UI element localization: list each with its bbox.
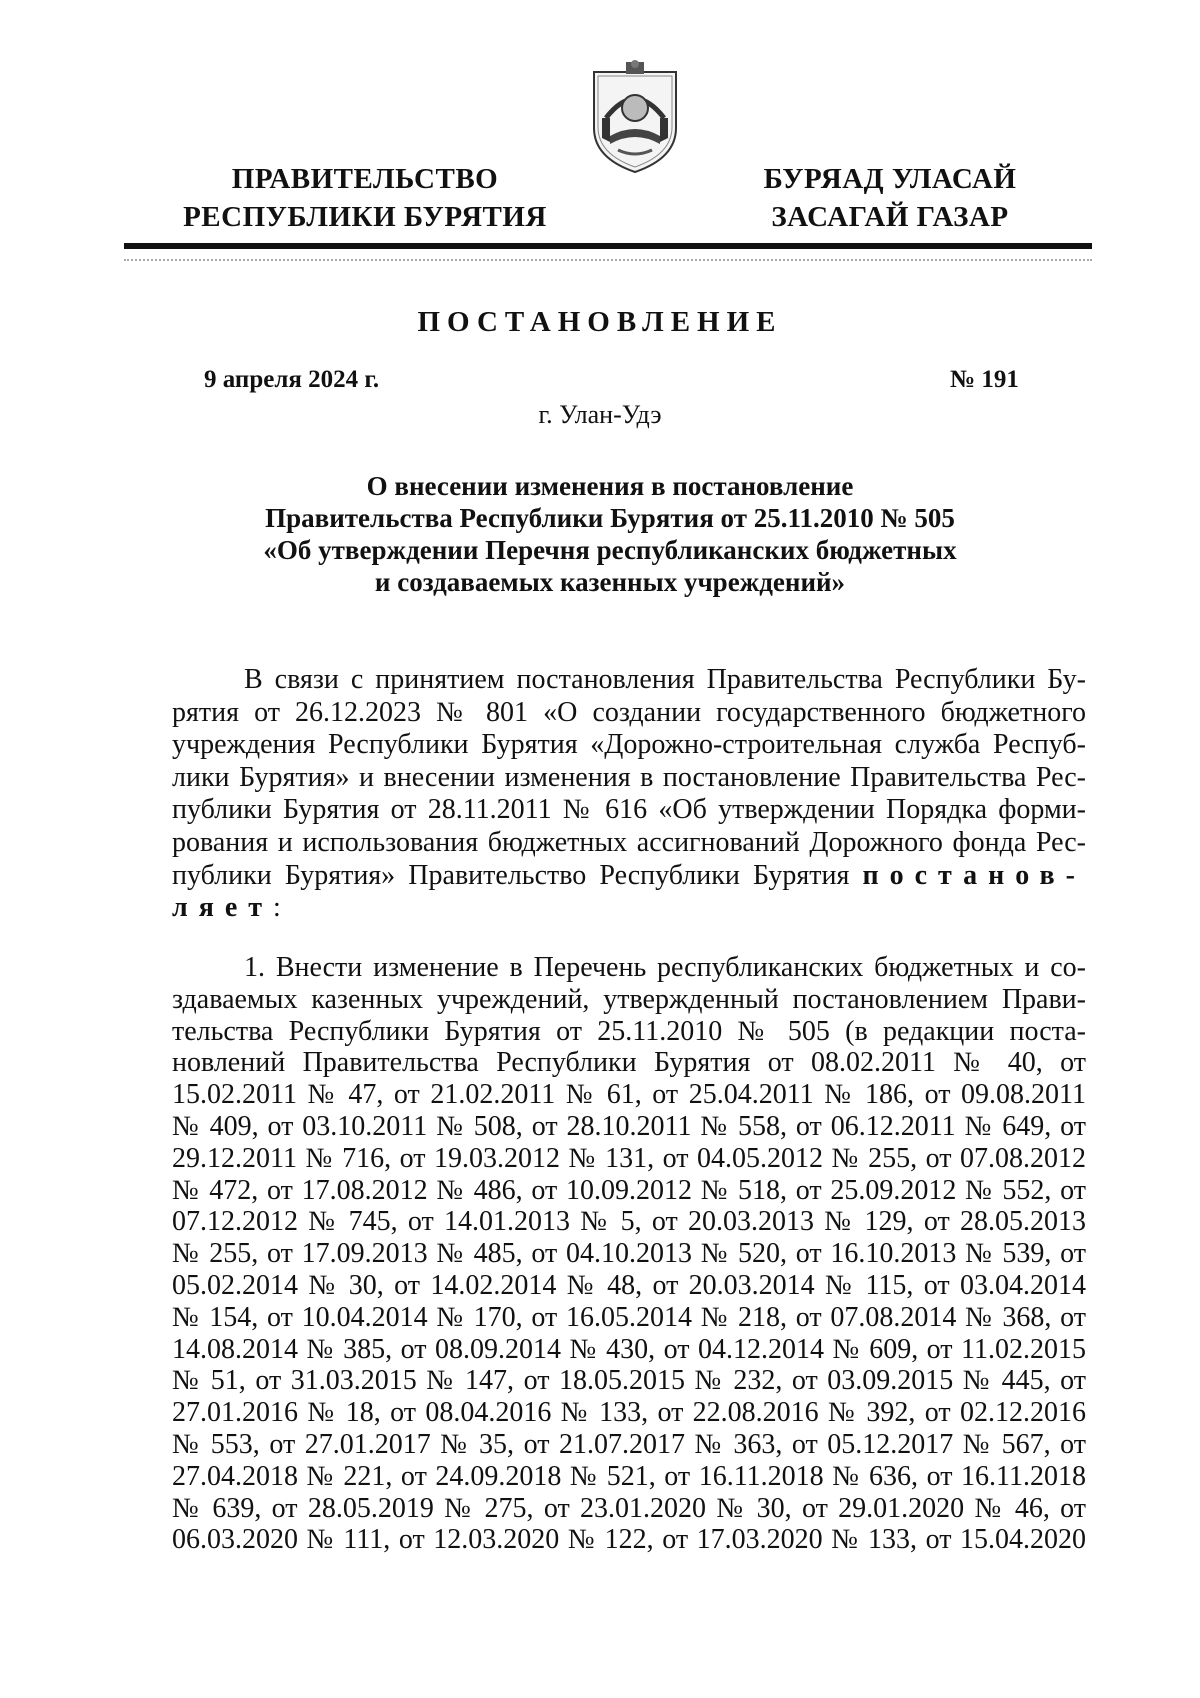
text-line: 05.02.2014 № 30, от 14.02.2014 № 48, от 20.03.2014 № 115, от 03.04.2014 <box>172 1269 1086 1301</box>
text-line: 29.12.2011 № 716, от 19.03.2012 № 131, от 04.05.2012 № 255, от 07.08.2012 <box>172 1142 1086 1174</box>
text-line: 1. Внести изменение в Перечень республиканских бюджетных и со- <box>244 952 1086 983</box>
text-line: 27.04.2018 № 221, от 24.09.2018 № 521, от 16.11.2018 № 636, от 16.11.2018 <box>172 1460 1086 1492</box>
title-line: «Об утверждении Перечня республиканских бюджетных <box>263 535 957 565</box>
resolves-word-end: ляет <box>172 892 274 924</box>
resolves-word: постанов- <box>862 859 1086 891</box>
title-line: и создаваемых казенных учреждений» <box>374 567 846 597</box>
government-name-bua <box>740 160 1040 236</box>
text-line: 27.01.2016 № 18, от 08.04.2016 № 133, от 22.08.2016 № 392, от 02.12.2016 <box>172 1397 1086 1429</box>
text-line: № 51, от 31.03.2015 № 147, от 18.05.2015 № 232, от 03.09.2015 № 445, от <box>172 1365 1086 1397</box>
text-line: публики Бурятия от 28.11.2011 № 616 «Об утверждении Порядка форми- <box>172 794 1086 826</box>
text-line: В связи с принятием постановления Правительства Республики Бу- <box>244 664 1086 695</box>
document-type: ПОСТАНОВЛЕНИЕ <box>417 306 783 338</box>
text-line: 14.08.2014 № 385, от 08.09.2014 № 430, от 04.12.2014 № 609, от 11.02.2015 <box>172 1333 1086 1365</box>
document-date: 9 апреля 2024 г. <box>204 366 380 393</box>
text-line: 15.02.2011 № 47, от 21.02.2011 № 61, от 25.04.2011 № 186, от 09.08.2011 <box>172 1079 1086 1111</box>
text-line: 07.12.2012 № 745, от 14.01.2013 № 5, от 20.03.2013 № 129, от 28.05.2013 <box>172 1206 1086 1238</box>
text-line: № 255, от 17.09.2013 № 485, от 04.10.2013 № 520, от 16.10.2013 № 539, от <box>172 1238 1086 1270</box>
header-line: РЕСПУБЛИКИ БУРЯТИЯ <box>183 201 547 233</box>
text-line: рования и использования бюджетных ассигнований Дорожного фонда Рес- <box>172 826 1086 858</box>
text-line: лики Бурятия» и внесении изменения в постановление Правительства Рес- <box>172 761 1086 793</box>
header-divider-dotted <box>124 259 1092 261</box>
document-city: г. Улан-Удэ <box>538 400 662 429</box>
text-line: новлений Правительства Республики Бурятия от 08.02.2011 № 40, от <box>172 1047 1086 1079</box>
text-line: № 154, от 10.04.2014 № 170, от 16.05.2014 № 218, от 07.08.2014 № 368, от <box>172 1301 1086 1333</box>
document-number: № 191 <box>950 366 1019 393</box>
text-segment: : <box>273 892 281 924</box>
preamble-paragraph <box>172 664 1086 925</box>
text-line: здаваемых казенных учреждений, утвержденный постановлением Прави- <box>172 983 1086 1015</box>
coat-of-arms-icon <box>588 58 682 176</box>
title-line: О внесении изменения в постановление <box>366 471 854 501</box>
text-line: № 472, от 17.08.2012 № 486, от 10.09.2012 № 518, от 25.09.2012 № 552, от <box>172 1174 1086 1206</box>
header-line: ПРАВИТЕЛЬСТВО <box>231 163 499 195</box>
text-line: 06.03.2020 № 111, от 12.03.2020 № 122, от 17.03.2020 № 133, от 15.04.2020 <box>172 1524 1086 1556</box>
title-line: Правительства Республики Бурятия от 25.11.2010 № 505 <box>265 503 955 533</box>
text-line: № 409, от 03.10.2011 № 508, от 28.10.2011 № 558, от 06.12.2011 № 649, от <box>172 1110 1086 1142</box>
text-segment: публики Бурятия» Правительство Республики Бурятия <box>172 859 850 891</box>
text-line <box>172 892 1086 925</box>
text-line: № 639, от 28.05.2019 № 275, от 23.01.2020 № 30, от 29.01.2020 № 46, от <box>172 1492 1086 1524</box>
government-name-ru <box>175 160 555 236</box>
header-line: ЗАСАГАЙ ГАЗАР <box>771 201 1009 233</box>
header-line: БУРЯАД УЛАСАЙ <box>763 163 1017 195</box>
item-1-paragraph <box>172 952 1086 1556</box>
text-line <box>172 860 1086 893</box>
text-line: рятия от 26.12.2023 № 801 «О создании государственного бюджетного <box>172 696 1086 728</box>
text-line: тельства Республики Бурятия от 25.11.2010 № 505 (в редакции поста- <box>172 1015 1086 1047</box>
header-divider <box>124 243 1092 249</box>
document-title <box>170 470 1050 598</box>
text-line: учреждения Республики Бурятия «Дорожно-строительная служба Респуб- <box>172 729 1086 761</box>
text-line: № 553, от 27.01.2017 № 35, от 21.07.2017 № 363, от 05.12.2017 № 567, от <box>172 1428 1086 1460</box>
